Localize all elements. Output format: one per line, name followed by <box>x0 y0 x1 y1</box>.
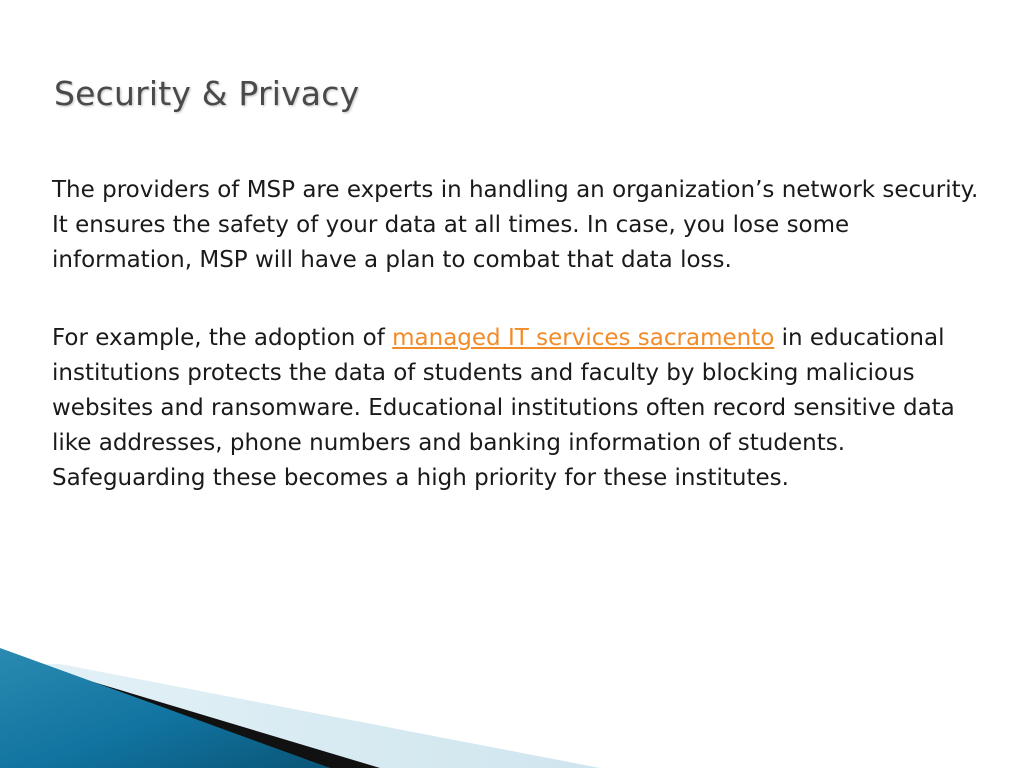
paragraph-2 <box>52 321 987 496</box>
managed-it-services-link[interactable]: managed IT services sacramento <box>392 325 775 351</box>
slide-body <box>52 173 987 496</box>
slide-title: Security & Privacy <box>54 74 360 113</box>
paragraph-2-intro: For example, the adoption of <box>52 325 393 351</box>
paragraph-1: The providers of MSP are experts in handling an organization’s network security. It ensures the safety of your data at all times. In case, you lose some information, MSP will have a plan to combat that data loss. <box>52 177 979 273</box>
paragraph-2-rest: in educational institutions protects the data of students and faculty by blocking malicious websites and ransomware. Educational institutions often record sensitive data like addresses, phone numbers and banking information of students. Safeguarding these becomes a high priority for these institutes. <box>52 325 955 491</box>
